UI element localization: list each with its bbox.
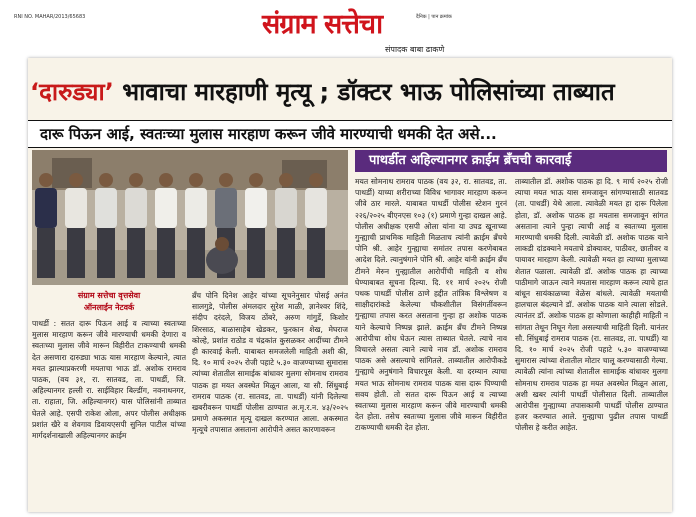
article-column-3 xyxy=(355,176,507,508)
article-column-2 xyxy=(192,290,348,508)
edition-info: दैनिक | पान क्रमांक xyxy=(416,14,452,20)
section-badge: पाथर्डीत अहिल्यानगर क्राईम ब्रँचची कारवाई xyxy=(355,150,667,172)
article-text: मयत सोमनाथ रामराव पाठक (वय ३२, रा. सातवड, ता. पाथर्डी) याच्या शरीराच्या विविध भागावर मारहाण करून जीवे ठार मारले. याबाबत पाथर्डी पोलीस स्टेशन गुरनं २२६/२०२५ बीएनएस १०३ (१) प्रमाणे गुन्हा दाखल आहे. पोलीस अधीक्षक एसपी ओला यांना या उघड खूनाच्या गुन्ह्याची प्राथमिक माहिती मिळताच त्यांनी क्राईम ब्रँचचे पोनि श्री. आहेर गुन्ह्याचा समांतर तपास करणेबाबत आदेश दिले. त्यानुषंगाने पोनि श्री. आहेर यांनी क्राईम ब्रँच टीमने मेरुन गुन्ह्यातील आरोपींची माहिती व शोध घेण्याबाबत सूचना दिल्या. दि. ११ मार्च २०२५ रोजी पथक पाथर्डी पोलीस ठाणे हद्दीत तांत्रिक विश्लेषण व साक्षीदारांकडे केलेल्या चौकशीतील विसंगतींवरून गुन्ह्याचा तपास करत असताना गुन्हा हा अशोक पाठक याने केल्याचे निष्पन्न झाले. क्राईम ब्रँच टीमने निष्पन्न आरोपीचा शोध घेऊन त्यास ताब्यात घेतले. त्याचे नाव विचारले असता त्याने त्याचे नाव डॉ. अशोक रामराव पाठक असे असल्याचे सांगितले. ताब्यातील आरोपीकडे गुन्ह्याचे अनुषंगाने विचारपूस केली. या दरम्यान त्याचा मयत भाऊ सोमनाथ रामराव पाठक यास दारू पिण्याची सवय होती. तो सतत दारू पिऊन आई व त्याच्या स्वतःच्या मुलास मारहाण करून जीवे मारण्याची धमकी देत होता. तसेच स्वतःच्या मुलास जीवे मारून विहीरीत टाकण्याची धमकी देत होता. xyxy=(355,177,507,433)
article-text: पाथर्डी : सतत दारू पिऊन आई व त्याच्या स्वतःच्या मुलास मारहाण करून जीवे मारण्याची धमकी देणारा व स्वतःच्या मुलास जीवे मारून विहीरीत टाकण्याची धमकी देत असणारा दारुड्या भाऊ यास मारहाण केल्याने, त्यात मयत झाल्याप्रकरणी मयताचा भाऊ डॉ. अशोक रामराव पाठक, (वय ३१, रा. सातवड, ता. पाथर्डी, जि. अहिल्यानगर हल्ली रा. साईविहार बिल्डींग, नवनाथनगर, ता. राहाता, जि. अहिल्यानगर) यास पोलिसांनी ताब्यात घेतले आहे. एसपी राकेश ओला, अपर पोलीस अधीक्षक प्रशांत खैरे व शेवगाव डिवायएसपी सुनिल पाटील यांच्या मार्गदर्शनाखाली अहिल्यानगर क्राईम xyxy=(32,319,186,441)
byline-service: संग्राम सत्तेचा वृत्तसेवा xyxy=(77,291,141,300)
registration-number: RNI NO. MAHAR/2013/65683 xyxy=(14,14,86,20)
person-figure xyxy=(35,173,57,278)
person-figure xyxy=(65,173,87,278)
headline-text: भावाचा मारहाणी मृत्यू ; डॉक्टर भाऊ पोलिसांच्या ताब्यात xyxy=(113,78,615,106)
newspaper-logo: संग्राम सत्तेचा xyxy=(262,9,383,40)
person-figure xyxy=(185,173,207,278)
person-figure xyxy=(155,173,177,278)
group-photo-drawing xyxy=(32,150,348,285)
editor-credit: संपादक बाबा ढाकणे xyxy=(385,45,445,54)
article-text: ताब्यातील डॉ. अशोक पाठक हा दि. ९ मार्च २०२५ रोजी त्याचा मयत भाऊ यास समजावून सांगण्यासाठी सातवड (ता. पाथर्डी) येथे आला. त्यावेळी मयत हा दारू पिलेला होता, डॉ. अशोक पाठक हा मयतास समजावून सांगत असताना त्याने पुन्हा त्याची आई व स्वतःच्या मुलास मारण्याची धमकी दिली. त्यावेळी डॉ. अशोक पाठक याने लाकडी दांडक्याने मयताचे डोक्यावर, पाठीवर, छातीवर व पायावर मारहाण केली. त्यावेळी मयत हा त्याच्या मुलाच्या शेतात पळाला. त्यावेळी डॉ. अशोक पाठक हा त्याच्या पाठीमागे जाऊन त्याने मयतास मारहाण करून त्याचे हात बांधून सायंकाळच्या वेळेस बांधले. त्यावेळी मयताची हालचाल बंदल्याने डॉ. अशोक पाठक याने त्याला सोडले. त्यानंतर डॉ. अशोक पाठक हा कोणाला काहीही माहिती न सांगता तेथून निघून गेला असल्याची माहिती दिली. यानंतर सौ. सिंधुबाई रामराव पाठक (रा. सातवड, ता. पाथर्डी) या दि. १० मार्च २०२५ रोजी पहाटे ५.३० वाजण्याच्या सुमारास त्यांच्या शेतातील मोटार चालू करण्यासाठी गेल्या. त्यावेळी त्यांना त्यांच्या शेतातील सामाईक बांधावर मुलगा सोमनाथ रामराव पाठक हा मयत अवस्थेत मिळून आला, अशी खबर त्यांनी पाथर्डी पोलीसात दिली. ताब्यातील आरोपीस गुन्ह्याच्या तपासकामी पाथर्डी पोलीस ठाण्यात हजर करण्यात आले. गुन्ह्याचा पुढील तपास पाथर्डी पोलीस हे करीत आहेत. xyxy=(515,177,668,433)
article-text: ब्रँच पोनि दिनेश आहेर यांच्या सूचनेनुसार पोसई अनंत सालगुडे, पोलीस अंमलदार सुरेश माळी, ज्ञानेश्वर शिंदे, संदीप दरंदले, विजय ठोंबरे, अरुण गांगुर्डे, किशोर शिरसाठ, बाळासाहेब खेडकर, फुरकान शेख, मेघराज कोल्हे, प्रशांत राठोड व चंद्रकांत कुसळकर आदींच्या टीमने ही कारवाई केली. याबाबत समजलेली माहिती अशी की, दि. १० मार्च २०२५ रोजी पहाटे ५.३० वाजण्याच्या सुमारास त्यांच्या शेतातील सामाईक बांधावर मुलगा सोमनाथ रामराव पाठक हा मयत अवस्थेत मिळून आला, या सौ. सिंधुबाई रामराव पाठक (रा. सातवड, ता. पाथर्डी) यांनी दिलेल्या खबरीवरून पाथर्डी पोलीस ठाण्यात अ.मृ.र.न. ४३/२०२५ प्रमाणे अकस्मात मृत्यू दाखल करण्यात आला. अकस्मात मृत्यूचे तपासात असताना आरोपीने असत कारणावरून xyxy=(192,291,348,435)
byline-network: ऑनलाईन नेटवर्क xyxy=(83,303,135,312)
person-figure xyxy=(125,173,147,278)
subheadline: दारू पिऊन आई, स्वतःच्या मुलास मारहाण करून जीवे मारण्याची धमकी देत असे... xyxy=(40,125,497,143)
group-photo xyxy=(32,150,348,285)
person-figure xyxy=(275,173,297,278)
article-column-4 xyxy=(515,176,668,508)
person-figure xyxy=(245,173,267,278)
article-column-1 xyxy=(32,318,186,508)
person-figure xyxy=(95,173,117,278)
headline xyxy=(30,66,672,118)
headline-quoted-word: ‘दारुड्या’ xyxy=(30,78,114,106)
person-figure xyxy=(305,173,327,278)
